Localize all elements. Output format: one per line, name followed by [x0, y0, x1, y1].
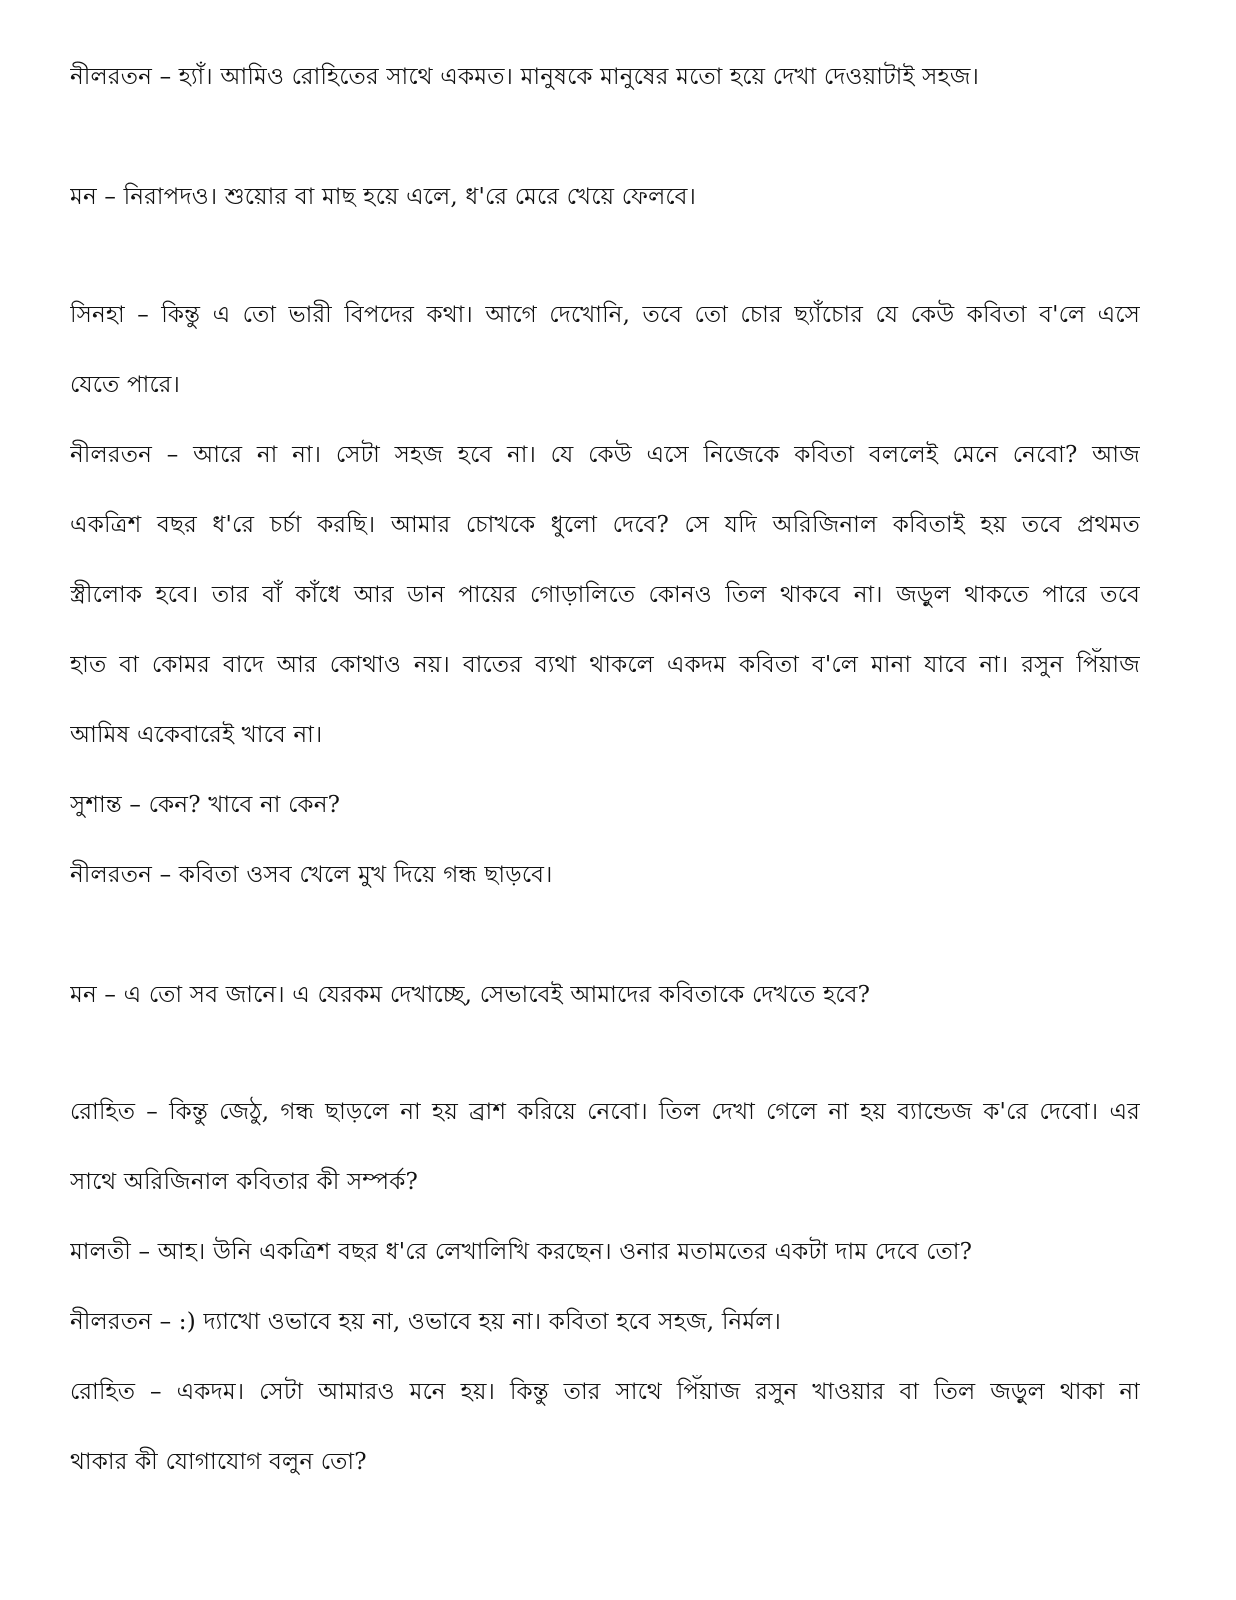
text-line-6: একত্রিশ বছর ধ'রে চর্চা করছি। আমার চোখকে ধুলো দেবে? সে যদি অরিজিনাল কবিতাই হয় তবে প্রথমত — [70, 512, 1140, 538]
text-line-18: থাকার কী যোগাযোগ বলুন তো? — [70, 1449, 367, 1475]
text-line-10: সুশান্ত – কেন? খাবে না কেন? — [70, 792, 341, 818]
text-line-15: মালতী – আহ। উনি একত্রিশ বছর ধ'রে লেখালিখি করছেন। ওনার মতামতের একটা দাম দেবে তো? — [70, 1239, 973, 1265]
text-line-16: নীলরতন – :) দ্যাখো ওভাবে হয় না, ওভাবে হয় না। কবিতা হবে সহজ, নির্মল। — [70, 1309, 782, 1335]
text-line-5: নীলরতন – আরে না না। সেটা সহজ হবে না। যে কেউ এসে নিজেকে কবিতা বললেই মেনে নেবো? আজ — [70, 442, 1140, 468]
text-line-7: স্ত্রীলোক হবে। তার বাঁ কাঁধে আর ডান পায়ের গোড়ালিতে কোনও তিল থাকবে না। জড়ুল থাকতে পারে তবে — [70, 582, 1140, 608]
text-line-11: নীলরতন – কবিতা ওসব খেলে মুখ দিয়ে গন্ধ ছাড়বে। — [70, 862, 553, 888]
text-line-4: যেতে পারে। — [70, 372, 180, 398]
text-line-2: মন – নিরাপদও। শুয়োর বা মাছ হয়ে এলে, ধ'রে মেরে খেয়ে ফেলবে। — [70, 184, 697, 210]
text-line-12: মন – এ তো সব জানে। এ যেরকম দেখাচ্ছে, সেভাবেই আমাদের কবিতাকে দেখতে হবে? — [70, 982, 871, 1008]
text-line-14: সাথে অরিজিনাল কবিতার কী সম্পর্ক? — [70, 1169, 419, 1195]
text-line-17: রোহিত – একদম। সেটা আমারও মনে হয়। কিন্তু তার সাথে পিঁয়াজ রসুন খাওয়ার বা তিল জড়ুল থাকা না — [70, 1379, 1140, 1405]
text-line-3: সিনহা – কিন্তু এ তো ভারী বিপদের কথা। আগে দেখোনি, তবে তো চোর ছ্যাঁচোর যে কেউ কবিতা ব'লে এসে — [70, 302, 1140, 328]
text-line-8: হাত বা কোমর বাদে আর কোথাও নয়। বাতের ব্যথা থাকলে একদম কবিতা ব'লে মানা যাবে না। রসুন পিঁয়াজ — [70, 652, 1140, 678]
text-line-9: আমিষ একেবারেই খাবে না। — [70, 722, 323, 748]
text-line-1: নীলরতন – হ্যাঁ। আমিও রোহিতের সাথে একমত। মানুষকে মানুষের মতো হয়ে দেখা দেওয়াটাই সহজ। — [70, 64, 980, 90]
text-line-13: রোহিত – কিন্তু জেঠু, গন্ধ ছাড়লে না হয় ব্রাশ করিয়ে নেবো। তিল দেখা গেলে না হয় ব্যান্ডেজ ক'রে দেবো। এর — [70, 1099, 1140, 1125]
